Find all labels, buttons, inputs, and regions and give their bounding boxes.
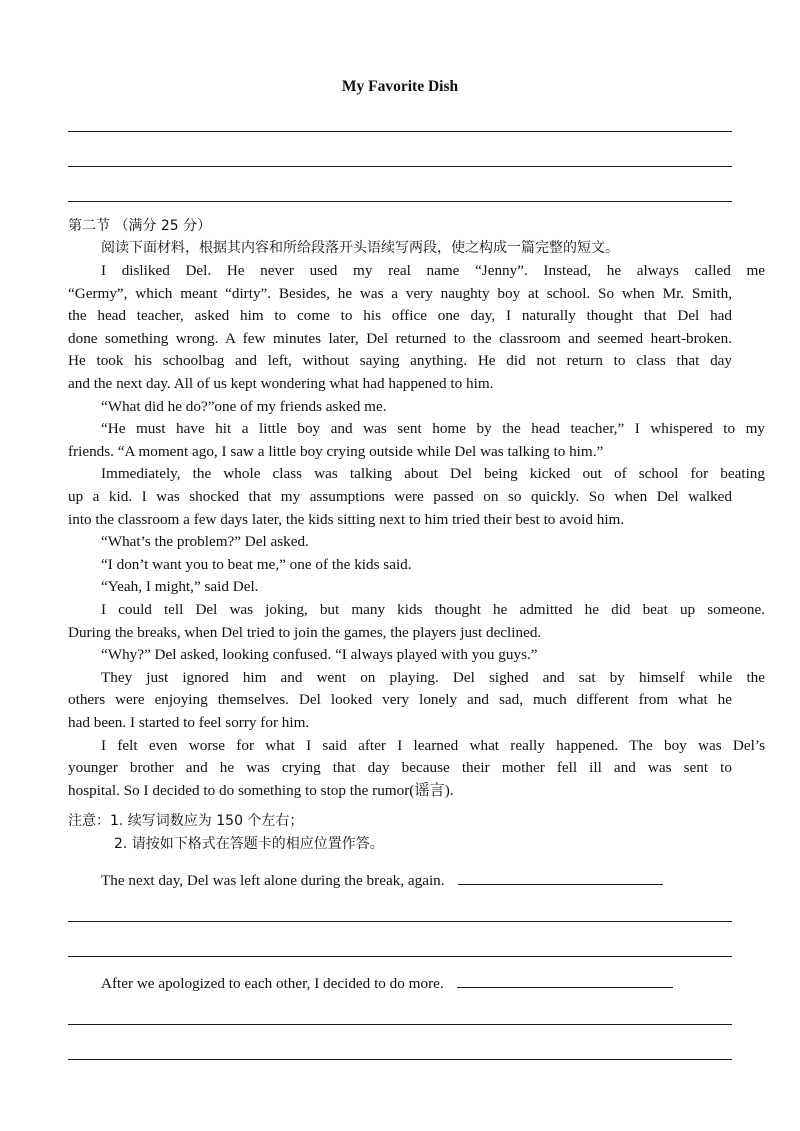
answer-blank[interactable] xyxy=(458,884,663,885)
passage-line: They just ignored him and went on playing. Del sighed and sat by himself while the xyxy=(101,668,765,686)
writing-line[interactable] xyxy=(68,1024,732,1025)
passage-line: “I don’t want you to beat me,” one of the kids said. xyxy=(101,555,412,573)
passage-line: “Why?” Del asked, looking confused. “I always played with you guys.” xyxy=(101,646,538,664)
writing-line[interactable] xyxy=(68,956,732,957)
passage-line: the head teacher, asked him to come to his office one day, I naturally thought that Del had xyxy=(68,307,732,325)
writing-line[interactable] xyxy=(68,131,732,132)
passage-line: friends. “A moment ago, I saw a little boy crying outside while Del was talking to him.” xyxy=(68,442,604,460)
note-1: 注意：1. 续写词数应为 150 个左右； xyxy=(68,813,304,829)
prompt-2-row xyxy=(68,974,765,994)
passage-line: “Yeah, I might,” said Del. xyxy=(101,578,259,596)
prompt-1-row xyxy=(68,871,765,891)
passage-line: During the breaks, when Del tried to join the games, the players just declined. xyxy=(68,623,542,641)
passage-line: “Germy”, which meant “dirty”. Besides, he was a very naughty boy at school. So when Mr. Smith, xyxy=(68,284,732,302)
section-header: 第二节 （满分 25 分） xyxy=(68,218,212,234)
instruction: 阅读下面材料，根据其内容和所给段落开头语续写两段，使之构成一篇完整的短文。 xyxy=(101,240,619,256)
note-2: 2. 请按如下格式在答题卡的相应位置作答。 xyxy=(114,836,384,852)
passage-line: and the next day. All of us kept wondering what had happened to him. xyxy=(68,375,494,392)
passage-line: I felt even worse for what I said after I learned what really happened. The boy was Del’s xyxy=(101,736,765,754)
passage-line: done something wrong. A few minutes later, Del returned to the classroom and seemed heart-broken. xyxy=(68,329,732,347)
answer-blank[interactable] xyxy=(457,987,673,988)
passage-line: “What’s the problem?” Del asked. xyxy=(101,533,309,551)
writing-line[interactable] xyxy=(68,166,732,167)
passage-line: others were enjoying themselves. Del looked very lonely and sad, much different from what he xyxy=(68,691,732,709)
prompt-2: After we apologized to each other, I decided to do more. xyxy=(101,975,444,992)
passage-line: “What did he do?”one of my friends asked me. xyxy=(101,397,387,415)
passage-line: up a kid. I was shocked that my assumptions were passed on so quickly. So when Del walked xyxy=(68,488,732,505)
passage-line: younger brother and he was crying that day because their mother fell ill and was sent to xyxy=(68,759,732,777)
essay-title: My Favorite Dish xyxy=(341,78,459,95)
passage-line: I disliked Del. He never used my real name “Jenny”. Instead, he always called me xyxy=(101,262,765,279)
passage-line: hospital. So I decided to do something to stop the rumor(谣言). xyxy=(68,781,454,799)
passage-line: “He must have hit a little boy and was sent home by the head teacher,” I whispered to my xyxy=(101,420,765,438)
writing-line[interactable] xyxy=(68,1059,732,1060)
writing-line[interactable] xyxy=(68,201,732,202)
passage-line: I could tell Del was joking, but many kids thought he admitted he did beat up someone. xyxy=(101,601,765,618)
prompt-1: The next day, Del was left alone during the break, again. xyxy=(101,872,445,889)
passage-line: Immediately, the whole class was talking about Del being kicked out of school for beating xyxy=(101,465,765,483)
passage-line: He took his schoolbag and left, without saying anything. He did not return to class that day xyxy=(68,352,732,370)
passage-line: into the classroom a few days later, the kids sitting next to him tried their best to avoid him. xyxy=(68,510,625,528)
passage-line: had been. I started to feel sorry for him. xyxy=(68,714,310,731)
writing-line[interactable] xyxy=(68,921,732,922)
